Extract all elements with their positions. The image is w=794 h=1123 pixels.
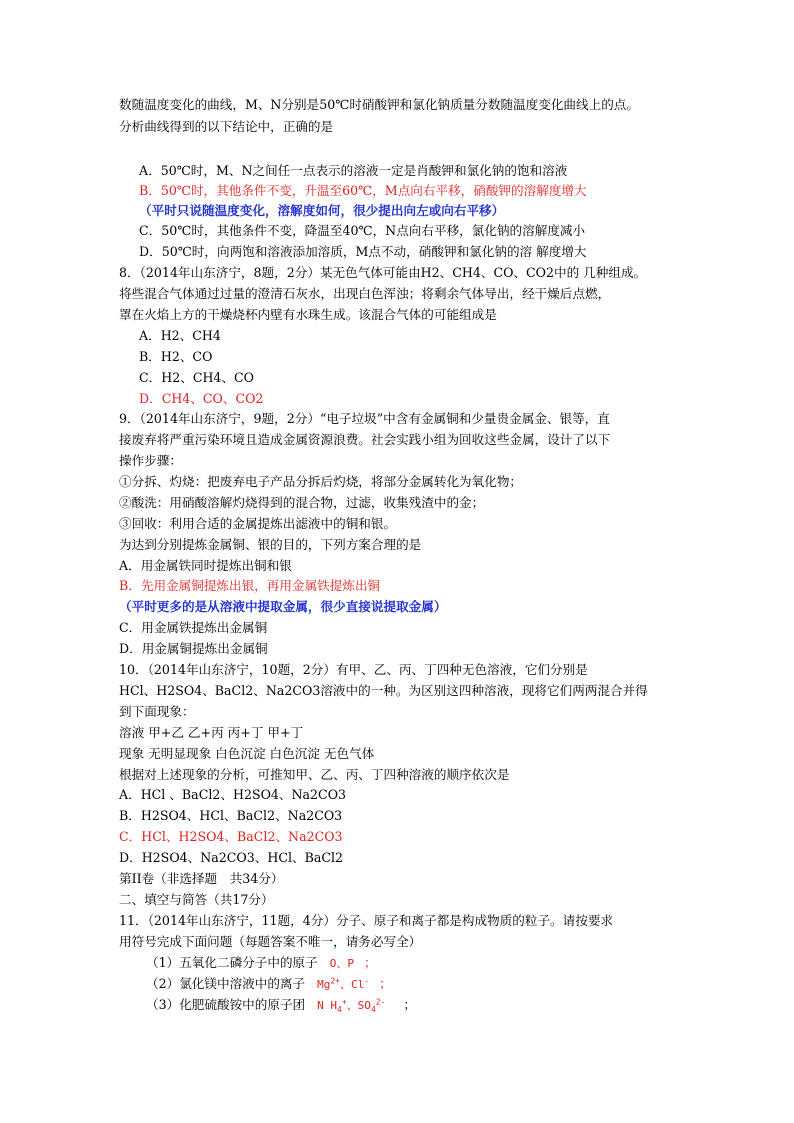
option-a: A．HCl 、BaCl2、H2SO4、Na2CO3 (119, 787, 347, 802)
teacher-note: （平时更多的是从溶液中提取金属，很少直接说提取金属） (119, 599, 447, 614)
option-c-answer: C．HCl、H2SO4、BaCl2、Na2CO3 (119, 829, 343, 844)
section-heading: 二、填空与简答（共17分） (119, 892, 274, 907)
semicolon: ； (379, 976, 392, 991)
text-line: 罩在火焰上方的干燥烧杯内壁有水珠生成。该混合气体的可能组成是 (119, 307, 497, 322)
text-line: 将些混合气体通过过量的澄清石灰水，出现白色浑浊；将剩余气体导出，经干燥后点燃， (119, 286, 611, 301)
text-line: 用符号完成下面问题（每题答案不唯一，请务必写全） (119, 934, 422, 949)
option-b-answer: B．50℃时，其他条件不变，升温至60℃，M点向右平移，硝酸钾的溶解度增大 (139, 183, 587, 198)
answer: $Mg^{2+}$、Cl- (317, 976, 370, 991)
option-d: D．用金属铜提炼出金属铜 (119, 641, 268, 656)
answer: O、P (329, 957, 354, 970)
text-line: 分析曲线得到的以下结论中，正确的是 (119, 119, 334, 134)
question-11: 11．（2014年山东济宁，11题，4分）分子、原子和离子都是构成物质的粒子。请按要求 (119, 913, 614, 928)
option-d: D．H2SO4、Na2CO3、HCl、BaCl2 (119, 850, 344, 865)
text-line: 接废弃将严重污染环境且造成金属资源浪费。社会实践小组为回收这些金属，设计了以下 (119, 432, 611, 447)
option-c: C．50℃时，其他条件不变，降温至40℃，N点向右平移，氯化钠的溶解度减小 (139, 223, 586, 238)
option-b-answer: B．先用金属铜提炼出银，再用金属铁提炼出铜 (119, 578, 381, 593)
answer: N $H_4^+$、$SO_4^{2-}$ (317, 997, 386, 1015)
text-line: 为达到分别提炼金属铜、银的目的，下列方案合理的是 (119, 537, 422, 552)
text-line: 数随温度变化的曲线，M、N分别是50℃时硝酸钾和氯化钠质量分数随温度变化曲线上的点。 (119, 97, 639, 112)
question-9: 9．（2014年山东济宁，9题，2分）“电子垃圾”中含有金属铜和少量贵金属金、银等，直 (119, 411, 610, 426)
option-d: D．50℃时，向两饱和溶液添加溶质，M点不动，硝酸钾和氯化钠的溶 解度增大 (139, 244, 587, 259)
option-a: A．用金属铁同时提炼出铜和银 (119, 558, 292, 573)
step-3: ③回收：利用合适的金属提炼出滤液中的铜和银。 (119, 516, 397, 531)
question-10: 10．（2014年山东济宁，10题，2分）有甲、乙、丙、丁四种无色溶液，它们分别是 (119, 662, 588, 677)
option-b: B．H2SO4、HCl、BaCl2、Na2CO3 (119, 808, 343, 823)
question-8: 8．（2014年山东济宁，8题，2分）某无色气体可能由H2、CH4、CO、CO2中的 几种组成。 (119, 265, 647, 280)
text-line: 根据对上述现象的分析，可推知甲、乙、丙、丁四种溶液的顺序依次是 (119, 767, 510, 782)
option-a: A．H2、CH4 (139, 328, 221, 343)
mix-header: 溶液 甲+乙 乙+丙 丙+丁 甲+丁 (119, 725, 304, 740)
prompt: （2）氯化镁中溶液中的离子 (146, 976, 306, 991)
prompt: （3）化肥硫酸铵中的原子团 (146, 997, 306, 1012)
step-2: ②酸洗：用硝酸溶解灼烧得到的混合物，过滤，收集残渣中的金； (119, 495, 485, 510)
sub-question-3 (146, 996, 416, 1015)
option-b: B．H2、CO (139, 349, 213, 364)
prompt: （1）五氧化二磷分子中的原子 (146, 955, 318, 970)
option-d-answer: D．CH4、CO、CO2 (139, 391, 264, 406)
step-1: ①分拆、灼烧：把废弃电子产品分拆后灼烧，将部分金属转化为氧化物； (119, 474, 522, 489)
semicolon: ； (403, 997, 417, 1012)
teacher-note: （平时只说随温度变化，溶解度如何，很少提出向左或向右平移） (139, 203, 505, 218)
option-c: C．H2、CH4、CO (139, 370, 255, 385)
text-line: HCl、H2SO4、BaCl2、Na2CO3溶液中的一种。为区别这四种溶液，现将它们两两混合并得 (119, 683, 648, 698)
semicolon: ； (364, 955, 377, 970)
mix-result: 现象 无明显现象 白色沉淀 白色沉淀 无色气体 (119, 746, 375, 761)
sub-question-2 (146, 975, 392, 994)
part-heading: 第II卷（非选择题 共34分） (119, 871, 284, 886)
sub-question-1 (146, 954, 377, 973)
text-line: 操作步骤： (119, 453, 182, 468)
option-a: A．50℃时，M、N之间任一点表示的溶液一定是肖酸钾和氯化钠的饱和溶液 (139, 163, 568, 178)
text-line: 到下面现象： (119, 704, 195, 719)
option-c: C．用金属铁提炼出金属铜 (119, 620, 268, 635)
